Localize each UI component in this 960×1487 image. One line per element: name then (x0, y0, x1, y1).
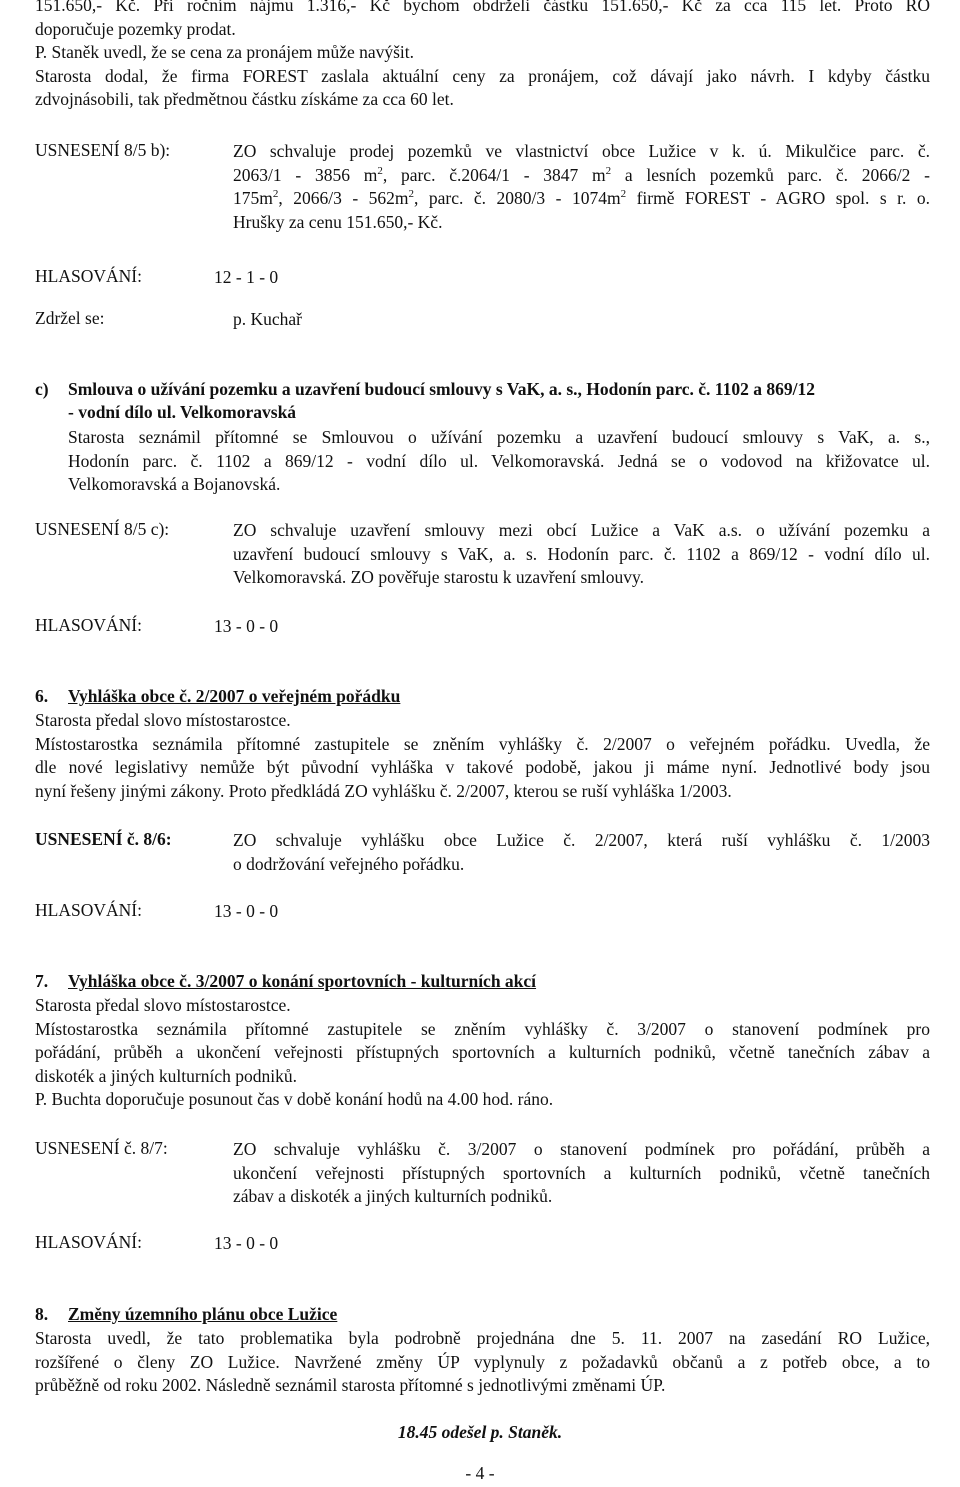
item-number: 6. (35, 686, 49, 706)
text-line: ZO schvaluje vyhlášku obce Lužice č. 2/2007, která ruší vyhlášku č. 1/2003 (233, 830, 930, 850)
page-number: - 4 - (465, 1463, 495, 1483)
vote-result: 12 - 1 - 0 (214, 267, 279, 287)
item-8-body (35, 1327, 930, 1398)
vote-result: 13 - 0 - 0 (214, 901, 279, 921)
text-line: zdvojnásobili, tak předmětnou částku získáme za cca 60 let. (35, 89, 454, 109)
item-title: Smlouva o užívání pozemku a uzavření budoucí smlouvy s VaK, a. s., Hodonín parc. č. 1102 a 869/12 (68, 379, 815, 399)
text-line: zábav a diskoték a jiných kulturních podniků. (233, 1186, 553, 1206)
text-line: Velkomoravská a Bojanovská. (68, 474, 281, 494)
text-line: Hrušky za cenu 151.650,- Kč. (233, 211, 443, 232)
resolution-label: USNESENÍ č. 8/7: (35, 1138, 168, 1158)
item-title: Vyhláška obce č. 2/2007 o veřejném pořádku (68, 686, 401, 706)
vote-label: HLASOVÁNÍ: (35, 615, 142, 635)
text-line: rozšířené o členy ZO Lužice. Navržené změny ÚP vyplynuly z požadavků občanů a z potřeb obce, a to (35, 1351, 930, 1372)
item-number: 8. (35, 1304, 49, 1324)
resolution-label: USNESENÍ 8/5 c): (35, 519, 170, 539)
text-line: Starosta dodal, že firma FOREST zaslala aktuální ceny za pronájem, což dávají jako návrh. I kdyby částku (35, 65, 930, 86)
resolution-label: USNESENÍ 8/5 b): (35, 140, 171, 160)
abstain-label: Zdržel se: (35, 308, 105, 328)
text-line: P. Staněk uvedl, že se cena za pronájem může navýšit. (35, 42, 415, 62)
resolution-text (233, 829, 930, 876)
resolution-text (233, 140, 930, 234)
text-line: pořádání, průběh a ukončení veřejnosti přístupných sportovních a kulturních podniků, včetně tanečních zábav a (35, 1042, 930, 1062)
text-line: Starosta předal slovo místostarostce. (35, 995, 291, 1015)
text-line: Místostarostka seznámila přítomné zastupitele se zněním vyhlášky č. 3/2007 o stanovení podmínek pro (35, 1018, 930, 1039)
item-title: Vyhláška obce č. 3/2007 o konání sportovních - kulturních akcí (68, 971, 537, 991)
text-line: 2063/1 - 3856 $m^2$, parc. č.2064/1 - 3847 $m^2$ a lesních pozemků parc. č. 2066/2 - (233, 164, 930, 185)
abstain-name: p. Kuchař (233, 309, 303, 329)
vote-result: 13 - 0 - 0 (214, 1233, 279, 1253)
text-line: nyní řešeny jinými zákony. Proto předkládá ZO vyhlášku č. 2/2007, kterou se ruší vyhláška 1/2003. (35, 780, 732, 801)
intro-paragraph (35, 0, 930, 112)
item-6-body (35, 709, 930, 803)
text-line: Místostarostka seznámila přítomné zastupitele se zněním vyhlášky č. 2/2007 o veřejném pořádku. Uvedla, že (35, 733, 930, 754)
text-line: $175m^2$, $2066/3 - 562m^2$, parc. č. $2080/3 - 1074m^2$ firmě FOREST - AGRO spol. s r. o. (233, 188, 930, 208)
text-line: dle nové legislativy nemůže být původní vyhláška v takové podobě, jakou ji máme nyní. Jednotlivé body jsou (35, 757, 930, 777)
item-title: - vodní dílo ul. Velkomoravská (68, 402, 297, 422)
text-line: ZO schvaluje uzavření smlouvy mezi obcí Lužice a VaK a.s. o užívání pozemku a (233, 520, 930, 540)
text-line: ukončení veřejnosti přístupných sportovních a kulturních podniků, včetně tanečních (233, 1162, 930, 1183)
text-line: P. Buchta doporučuje posunout čas v době konání hodů na 4.00 hod. ráno. (35, 1089, 554, 1109)
text-line: Starosta předal slovo místostarostce. (35, 710, 291, 730)
text-line: ZO schvaluje vyhlášku č. 3/2007 o stanovení podmínek pro pořádání, průběh a (233, 1139, 930, 1159)
vote-label: HLASOVÁNÍ: (35, 1232, 142, 1252)
text-line: diskoték a jiných kulturních podniků. (35, 1065, 297, 1086)
item-number: 7. (35, 971, 49, 991)
vote-label: HLASOVÁNÍ: (35, 900, 142, 920)
resolution-text (233, 1138, 930, 1209)
text-line: uzavření budoucí smlouvy s VaK, a. s. Hodonín parc. č. 1102 a 869/12 - vodní dílo ul. (233, 543, 930, 564)
vote-result: 13 - 0 - 0 (214, 616, 279, 636)
resolution-text (233, 519, 930, 590)
text-line: doporučuje pozemky prodat. (35, 18, 236, 39)
text-line: Starosta seznámil přítomné se Smlouvou o užívání pozemku a uzavření budoucí smlouvy s VaK, a. s., (68, 427, 930, 447)
item-marker: c) (35, 379, 49, 399)
text-line: Velkomoravská. ZO pověřuje starostu k uzavření smlouvy. (233, 567, 644, 587)
text-line: Starosta uvedl, že tato problematika byla podrobně projednána dne 5. 11. 2007 na zasedání RO Lužice, (35, 1328, 930, 1348)
item-c-body (68, 426, 930, 497)
text-line: o dodržování veřejného pořádku. (233, 853, 465, 874)
text-line: Hodonín parc. č. 1102 a 869/12 - vodní dílo ul. Velkomoravská. Jedná se o vodovod na křižovatce ul. (68, 450, 930, 471)
departure-note: 18.45 odešel p. Staněk. (397, 1422, 563, 1442)
item-title: Změny územního plánu obce Lužice (68, 1304, 338, 1324)
resolution-label: USNESENÍ č. 8/6: (35, 829, 172, 849)
text-line: průběžně od roku 2002. Následně seznámil starosta přítomné s jednotlivými změnami ÚP. (35, 1375, 666, 1395)
item-7-body (35, 994, 930, 1112)
text-line: ZO schvaluje prodej pozemků ve vlastnictví obce Lužice v k. ú. Mikulčice parc. č. (233, 141, 930, 161)
vote-label: HLASOVÁNÍ: (35, 266, 142, 286)
text-line: 151.650,- Kč. Při ročním nájmu 1.316,- Kč bychom obdrželi částku 151.650,- Kč za cca 115 let. Proto RO (35, 0, 930, 15)
